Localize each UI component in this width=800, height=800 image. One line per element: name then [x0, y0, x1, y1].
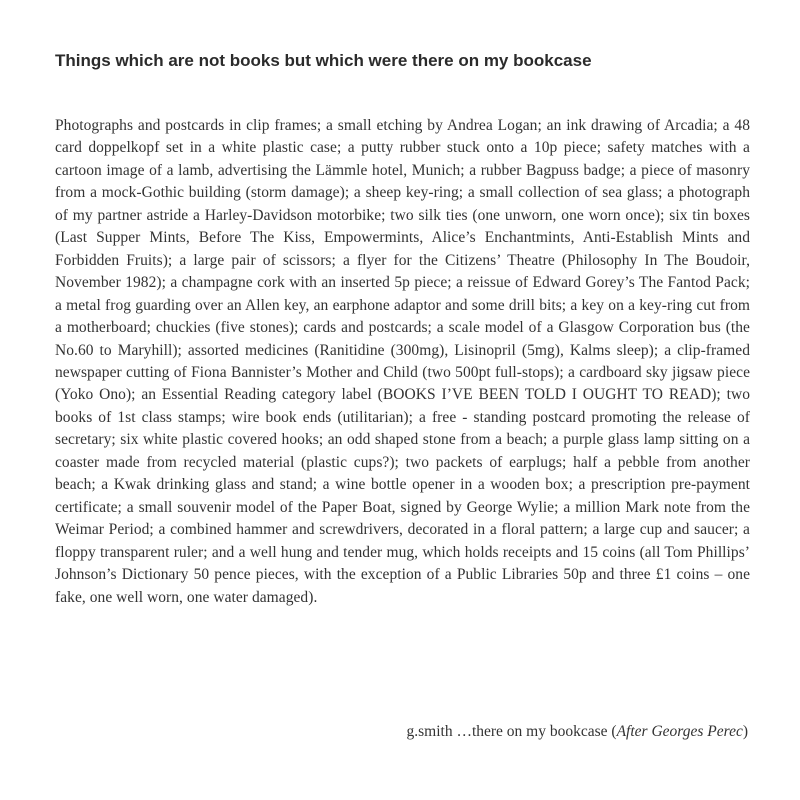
body-paragraph: Photographs and postcards in clip frames; a small etching by Andrea Logan; an ink drawing of Arcadia; a 48 card doppelkopf set in a white plastic case; a putty rubber stuck onto a 10p piece; safety matches with a cartoon image of a lamb, advertising the Lämmle hotel, Munich; a rubber Bagpuss badge; a piece of masonry from a mock-Gothic building (storm damage); a sheep key-ring; a small collection of sea glass; a photograph of my partner astride a Harley-Davidson motorbike; two silk ties (one unworn, one worn once); six tin boxes (Last Supper Mints, Before The Kiss, Empowermints, Alice’s Enchantmints, Anti-Establish Mints and Forbidden Fruits); a large pair of scissors; a flyer for the Citizens’ Theatre (Philosophy In The Boudoir, November 1982); a champagne cork with an inserted 5p piece; a reissue of Edward Gorey’s The Fantod Pack; a metal frog guarding over an Allen key, an earphone adaptor and some drill bits; a key on a key-ring cut from a motherboard; chuckies (five stones); cards and postcards; a scale model of a Glasgow Corporation bus (the No.60 to Maryhill); assorted medicines (Ranitidine (300mg), Lisinopril (5mg), Kalms sleep); a clip-framed newspaper cutting of Fiona Bannister’s Mother and Child (two 500pt full-stops); a cardboard sky jigsaw piece (Yoko Ono); an Essential Reading category label (BOOKS I’VE BEEN TOLD I OUGHT TO READ); two books of 1st class stamps; wire book ends (utilitarian); a free - standing postcard promoting the release of secretary; six white plastic covered hooks; an odd shaped stone from a beach; a purple glass lamp sitting on a coaster made from recycled material (plastic cups?); two packets of earplugs; half a pebble from another beach; a Kwak drinking glass and stand; a wine bottle opener in a wooden box; a prescription pre-payment certificate; a small souvenir model of the Paper Boat, signed by George Wylie; a million Mark note from the Weimar Period; a combined hammer and screwdrivers, decorated in a floral pattern; a large cup and saucer; a floppy transparent ruler; and a well hung and tender mug, which holds receipts and 15 coins (all Tom Phillips’ Johnson’s Dictionary 50 pence pieces, with the exception of a Public Libraries 50p and three £1 coins – one fake, one well worn, one water damaged). [55, 117, 750, 606]
attribution-text: g.smith …there on my bookcase ( [406, 723, 617, 740]
attribution-italic: After Georges Perec [616, 723, 743, 740]
attribution-close: ) [742, 723, 748, 740]
attribution [407, 722, 749, 742]
page-title: Things which are not books but which were there on my bookcase [55, 51, 592, 70]
